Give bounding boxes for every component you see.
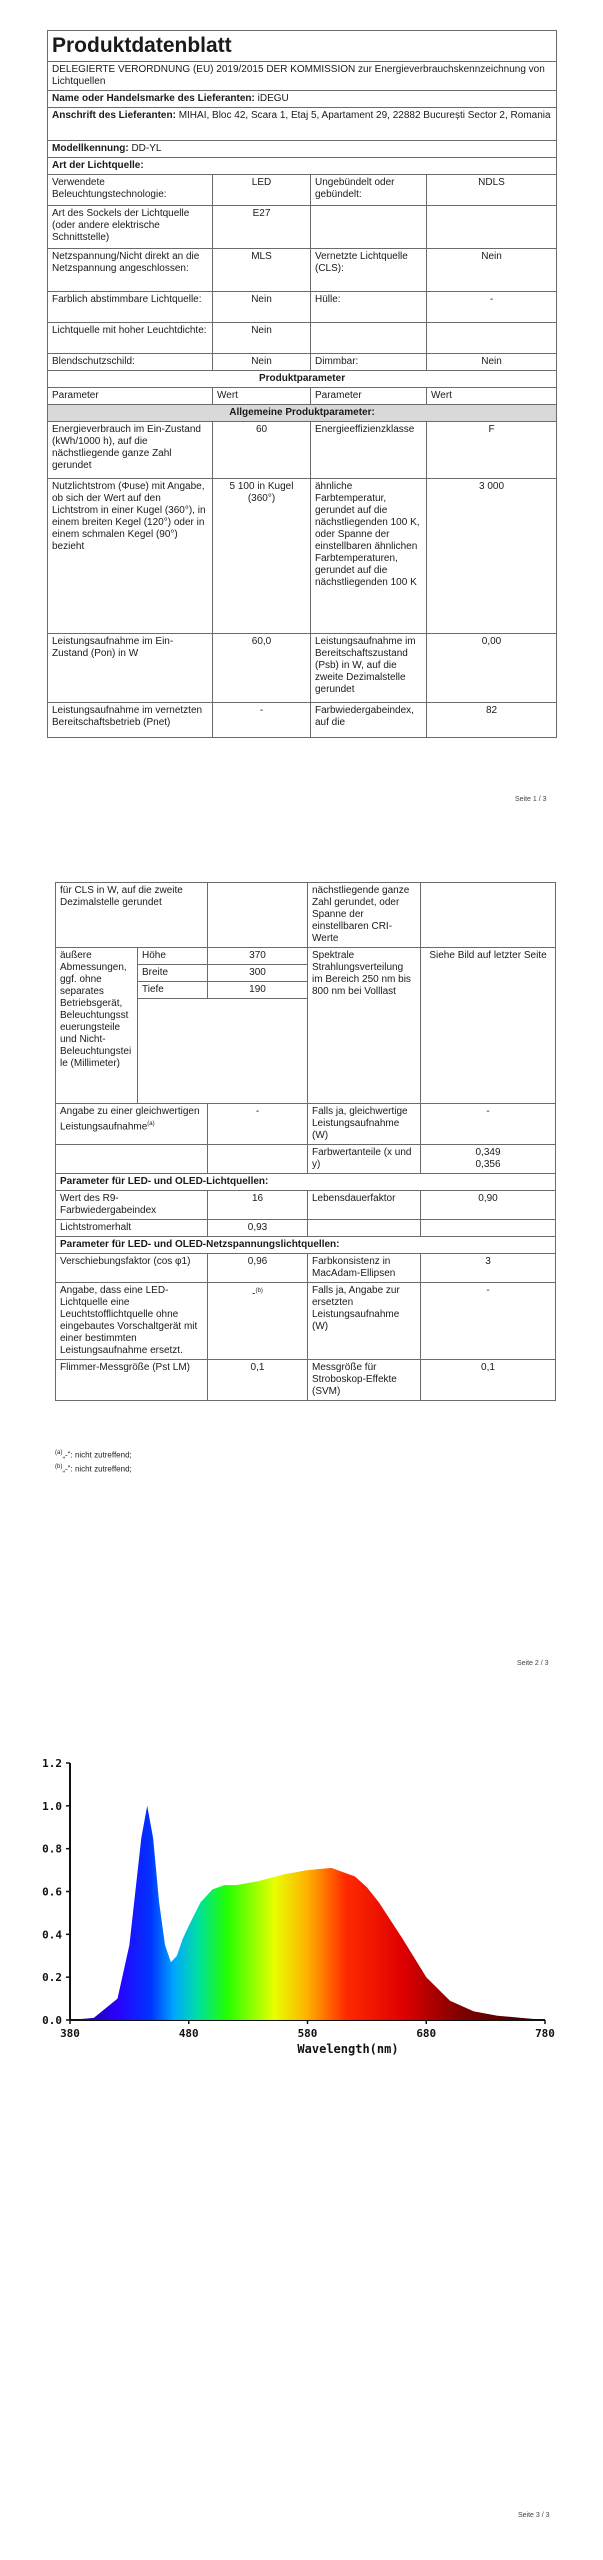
table-row [56, 1104, 556, 1145]
y-tick-label: 0.0 [42, 2014, 62, 2027]
footnote-b-mark: (b) [55, 1464, 63, 1470]
table-row [48, 422, 557, 479]
param-label: Flimmer-Messgröße (Pst LM) [56, 1360, 208, 1401]
param-value: 60,0 [213, 634, 311, 703]
param-label: Farbwertanteile (x und y) [308, 1145, 421, 1174]
footnote-b-text: „-": nicht zutreffend; [62, 1464, 132, 1474]
model-id: DD-YL [131, 143, 162, 154]
dimension-value: 190 [208, 982, 308, 999]
spectrum-area [70, 1806, 545, 2020]
column-header: Parameter [311, 388, 427, 405]
table-row [48, 634, 557, 703]
light-type-heading: Art der Lichtquelle: [48, 158, 557, 175]
param-label: Falls ja, gleichwertige Leistungsaufnahme (W) [308, 1104, 421, 1145]
param-value [208, 1283, 308, 1360]
param-label [56, 1104, 208, 1145]
param-label [308, 1220, 421, 1237]
y-tick-label: 0.6 [42, 1885, 62, 1899]
param-value: E27 [213, 206, 311, 249]
param-label: Angabe, dass eine LED-Lichtquelle eine Leuchtstofflichtquelle ohne eingebautes Vorschaltgerät mit einer bestimmten Leistungsaufnahme ersetzt. [56, 1283, 208, 1360]
model-row [48, 141, 557, 158]
datasheet-table-page-2 [55, 882, 556, 1401]
dimension-name: Höhe [138, 948, 208, 965]
x-axis-label: Wavelength(nm) [297, 2042, 399, 2056]
param-value: - [427, 292, 557, 323]
datasheet-table-page-1 [47, 30, 557, 738]
footnote-a [55, 1450, 132, 1460]
param-label: Verschiebungsfaktor (cos φ1) [56, 1254, 208, 1283]
table-row [48, 703, 557, 738]
param-value [421, 1220, 556, 1237]
param-label: Messgröße für Stroboskop-Effekte (SVM) [308, 1360, 421, 1401]
table-row [48, 249, 557, 292]
regulation-text: DELEGIERTE VERORDNUNG (EU) 2019/2015 DER KOMMISSION zur Energieverbrauchskennzeichnung von Lichtquellen [48, 62, 557, 91]
supplier-address-row [48, 108, 557, 141]
x-tick-label: 580 [297, 2027, 318, 2040]
param-value: Nein [427, 354, 557, 371]
mains-params-heading: Parameter für LED- und OLED-Netzspannungslichtquellen: [56, 1237, 556, 1254]
table-row [56, 1220, 556, 1237]
equiv-label: Angabe zu einer gleichwertigen Leistungsaufnahme [60, 1106, 200, 1133]
param-label: Blendschutzschild: [48, 354, 213, 371]
table-row [56, 1360, 556, 1401]
param-value: Nein [427, 249, 557, 292]
y-tick-label: 1.2 [42, 1757, 62, 1770]
param-value: 0,1 [421, 1360, 556, 1401]
repl-value: - [252, 1288, 256, 1300]
param-value: NDLS [427, 175, 557, 206]
column-header: Wert [213, 388, 311, 405]
param-value [427, 206, 557, 249]
param-value [208, 1145, 308, 1174]
chroma-x: 0,349 [475, 1147, 501, 1158]
param-label: Wert des R9-Farbwiedergabeindex [56, 1191, 208, 1220]
table-row [56, 1254, 556, 1283]
param-label [311, 206, 427, 249]
param-label: ähnliche Farbtemperatur, gerundet auf die nächstliegenden 100 K, oder Spanne der einstellbaren ähnlichen Farbtemperaturen, gerundet auf die nächstliegenden 100 K [311, 479, 427, 634]
dimensions-label: äußere Abmessungen, ggf. ohne separates Betriebsgerät, Beleuchtungssteuerungsteile und Nicht-Beleuchtungsteile (Millimeter) [56, 948, 138, 1104]
spectral-value: Siehe Bild auf letzter Seite [421, 948, 556, 1104]
param-value: Nein [213, 323, 311, 354]
table-row [48, 292, 557, 323]
param-label: Farbkonsistenz in MacAdam-Ellipsen [308, 1254, 421, 1283]
dimension-name: Breite [138, 965, 208, 982]
dimension-value: 300 [208, 965, 308, 982]
param-value: 82 [427, 703, 557, 738]
model-label: Modellkennung: [52, 143, 129, 154]
table-row [56, 1145, 556, 1174]
general-params-heading: Allgemeine Produktparameter: [48, 405, 557, 422]
table-row [56, 883, 556, 948]
footnote-a-mark: (a) [55, 1450, 63, 1456]
table-row [56, 1283, 556, 1360]
param-value: - [213, 703, 311, 738]
param-label: Verwendete Beleuchtungstechnologie: [48, 175, 213, 206]
table-row [56, 1191, 556, 1220]
param-label [56, 1145, 208, 1174]
led-params-heading: Parameter für LED- und OLED-Lichtquellen: [56, 1174, 556, 1191]
param-value: Nein [213, 354, 311, 371]
table-row [48, 323, 557, 354]
dimension-value: 370 [208, 948, 308, 965]
y-tick-label: 0.8 [42, 1842, 62, 1856]
chroma-y: 0,356 [475, 1159, 501, 1170]
param-label: Farblich abstimmbare Lichtquelle: [48, 292, 213, 323]
param-value: 0,1 [208, 1360, 308, 1401]
table-row [48, 175, 557, 206]
param-label: Lebensdauerfaktor [308, 1191, 421, 1220]
table-row [48, 354, 557, 371]
x-tick-label: 780 [535, 2027, 555, 2040]
param-value: 3 [421, 1254, 556, 1283]
product-params-heading: Produktparameter [48, 371, 557, 388]
datasheet-title: Produktdatenblatt [48, 31, 557, 62]
spectrum-chart [0, 1745, 603, 2065]
param-value: 60 [213, 422, 311, 479]
footnote-mark: (a) [147, 1121, 155, 1127]
x-tick-label: 380 [60, 2027, 80, 2040]
param-value: 0,00 [427, 634, 557, 703]
page-break [0, 790, 603, 850]
y-tick-label: 0.2 [42, 1971, 62, 1985]
spectral-label: Spektrale Strahlungsverteilung im Bereich 250 nm bis 800 nm bei Volllast [308, 948, 421, 1104]
param-value: - [421, 1283, 556, 1360]
page-footer-3: Seite 3 / 3 [518, 2512, 550, 2519]
column-header-row [48, 388, 557, 405]
param-label: Energieeffizienzklasse [311, 422, 427, 479]
param-label: Energieverbrauch im Ein-Zustand (kWh/1000 h), auf die nächstliegende ganze Zahl gerundet [48, 422, 213, 479]
param-value: 3 000 [427, 479, 557, 634]
supplier-address: MIHAI, Bloc 42, Scara 1, Etaj 5, Apartament 29, 22882 București Sector 2, Romania [178, 110, 551, 121]
supplier-name-label: Name oder Handelsmarke des Lieferanten: [52, 93, 255, 104]
param-value [421, 883, 556, 948]
footnote-mark: (b) [255, 1288, 263, 1294]
param-label: Leistungsaufnahme im vernetzten Bereitschaftsbetrieb (Pnet) [48, 703, 213, 738]
param-value: Nein [213, 292, 311, 323]
footnote-b [55, 1464, 132, 1474]
param-label: nächstliegende ganze Zahl gerundet, oder Spanne der einstellbaren CRI-Werte [308, 883, 421, 948]
param-value: F [427, 422, 557, 479]
column-header: Wert [427, 388, 557, 405]
supplier-name-row [48, 91, 557, 108]
column-header: Parameter [48, 388, 213, 405]
param-label: Art des Sockels der Lichtquelle (oder andere elektrische Schnittstelle) [48, 206, 213, 249]
y-tick-label: 0.4 [42, 1928, 62, 1942]
dimension-name: Tiefe [138, 982, 208, 999]
param-value: MLS [213, 249, 311, 292]
footnote-a-text: „-": nicht zutreffend; [62, 1450, 132, 1460]
param-label [311, 323, 427, 354]
param-value: 16 [208, 1191, 308, 1220]
page-footer-2: Seite 2 / 3 [517, 1660, 549, 1667]
x-tick-label: 480 [178, 2027, 199, 2040]
param-label: Falls ja, Angabe zur ersetzten Leistungsaufnahme (W) [308, 1283, 421, 1360]
table-row [48, 479, 557, 634]
param-value: 5 100 in Kugel (360°) [213, 479, 311, 634]
param-value [427, 323, 557, 354]
param-value: - [421, 1104, 556, 1145]
table-row [48, 206, 557, 249]
param-label: Hülle: [311, 292, 427, 323]
param-label: Lichtquelle mit hoher Leuchtdichte: [48, 323, 213, 354]
param-label: Leistungsaufnahme im Ein-Zustand (Pon) in W [48, 634, 213, 703]
dimension-spacer [138, 999, 308, 1104]
param-label: Leistungsaufnahme im Bereitschaftszustand (Psb) in W, auf die zweite Dezimalstelle gerundet [311, 634, 427, 703]
supplier-address-label: Anschrift des Lieferanten: [52, 110, 176, 121]
x-tick-label: 680 [416, 2027, 437, 2040]
param-label: Nutzlichtstrom (Φuse) mit Angabe, ob sich der Wert auf den Lichtstrom in einer Kugel (360°), in einem breiten Kegel (120°) oder in einem schmalen Kegel (90°) bezieht [48, 479, 213, 634]
param-label: für CLS in W, auf die zweite Dezimalstelle gerundet [56, 883, 208, 948]
page-footer-1: Seite 1 / 3 [515, 796, 547, 803]
table-row [56, 948, 556, 965]
param-value: 0,96 [208, 1254, 308, 1283]
param-value [421, 1145, 556, 1174]
param-value: - [208, 1104, 308, 1145]
param-label: Lichtstromerhalt [56, 1220, 208, 1237]
y-tick-label: 1.0 [42, 1799, 62, 1813]
param-label: Farbwiedergabeindex, auf die [311, 703, 427, 738]
param-value: LED [213, 175, 311, 206]
param-value: 0,90 [421, 1191, 556, 1220]
param-label: Dimmbar: [311, 354, 427, 371]
param-label: Vernetzte Lichtquelle (CLS): [311, 249, 427, 292]
param-value: 0,93 [208, 1220, 308, 1237]
supplier-name: iDEGU [257, 93, 289, 104]
param-value [208, 883, 308, 948]
param-label: Ungebündelt oder gebündelt: [311, 175, 427, 206]
param-label: Netzspannung/Nicht direkt an die Netzspannung angeschlossen: [48, 249, 213, 292]
